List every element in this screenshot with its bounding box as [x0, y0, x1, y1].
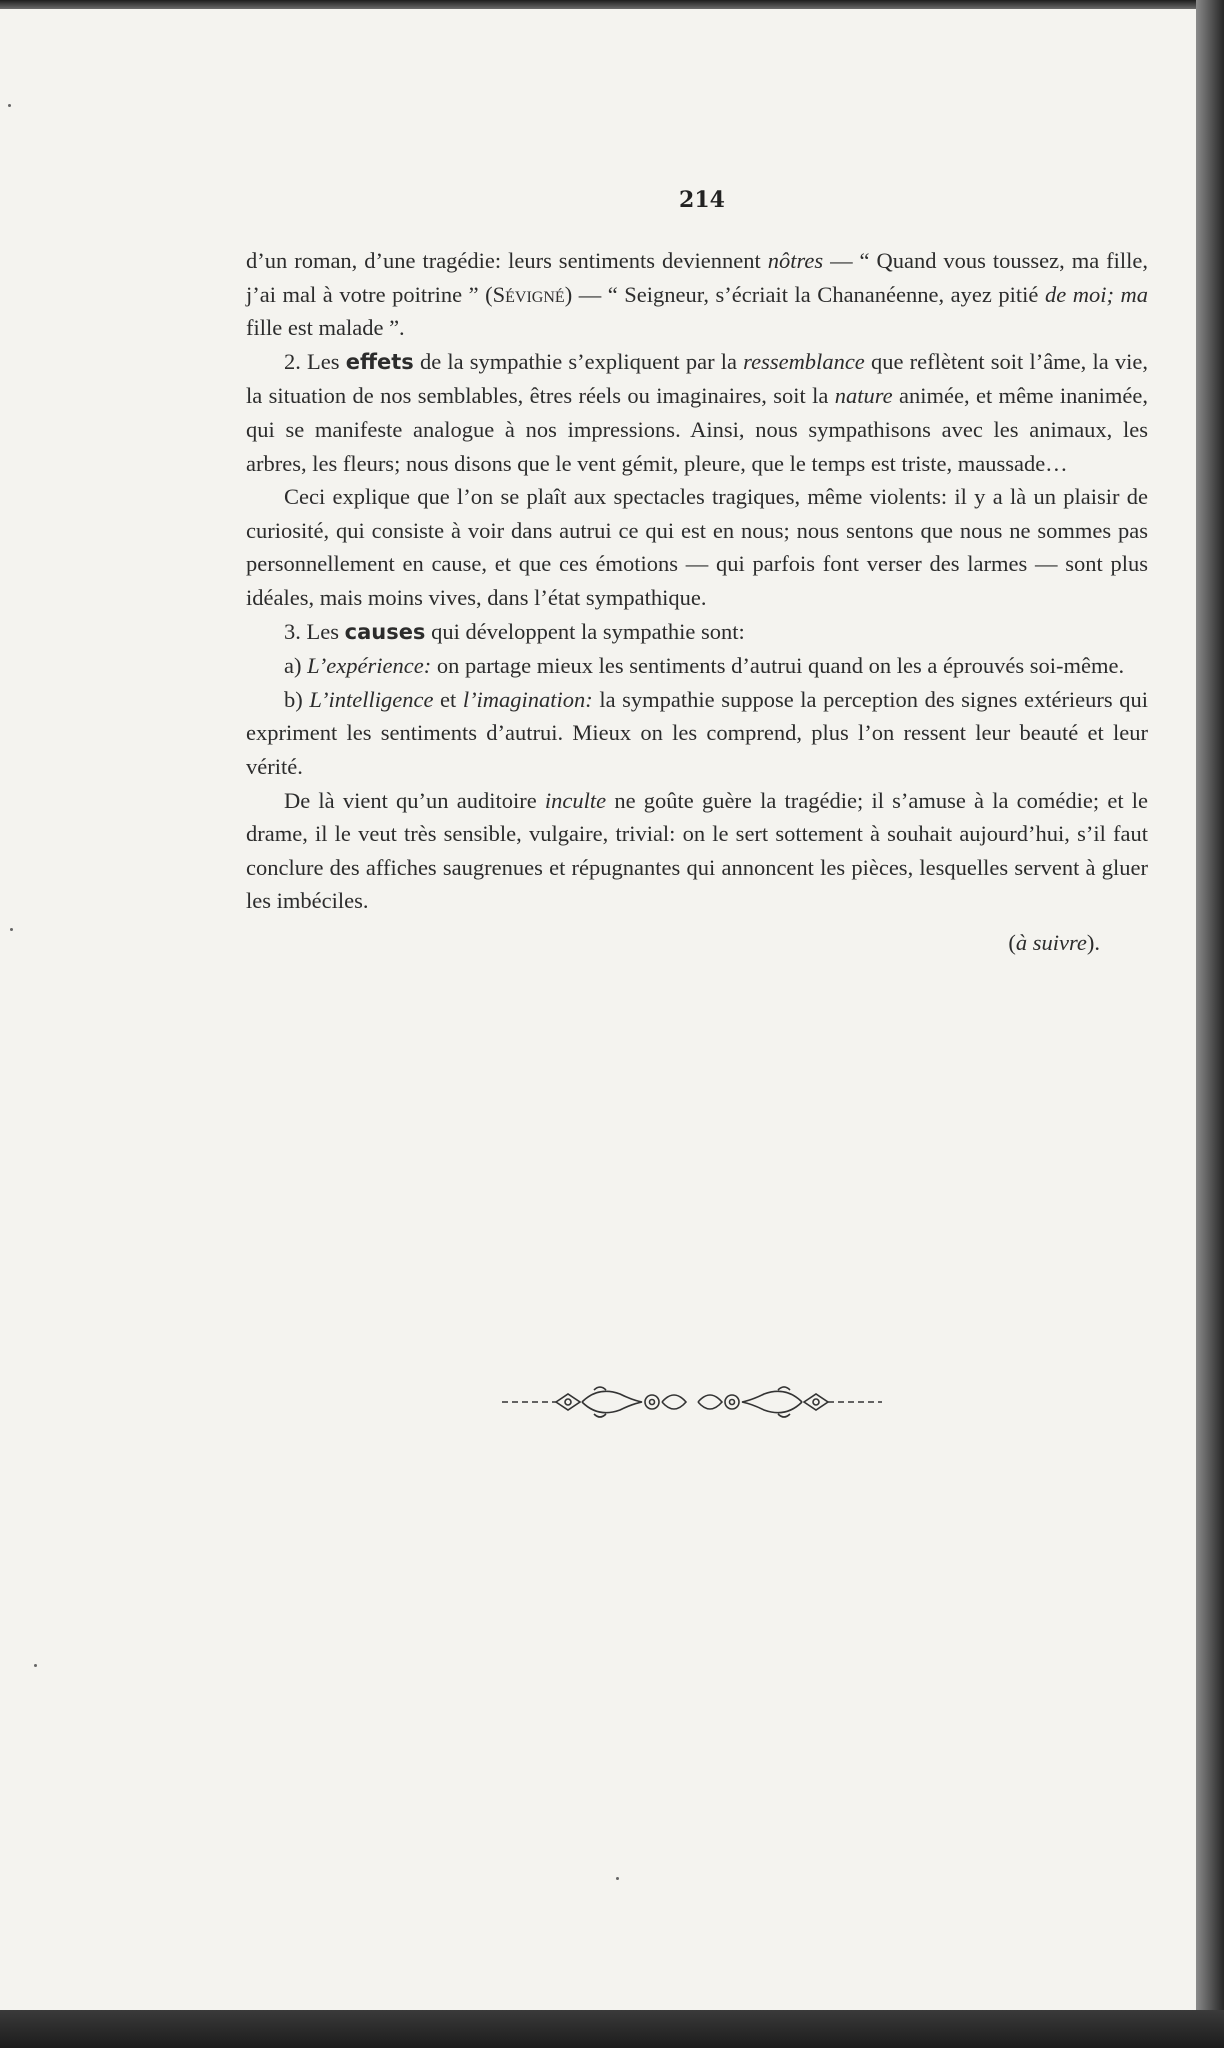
text-run: d’un roman, d’une tragédie: leurs sentiments deviennent	[246, 248, 768, 273]
paper-speck	[10, 928, 13, 931]
closing-part: (	[1008, 929, 1016, 955]
paragraph	[246, 480, 1148, 614]
paper-speck	[8, 104, 11, 107]
text-run: 2. Les	[284, 348, 346, 374]
paper-speck	[616, 1877, 619, 1880]
paper-speck	[34, 1664, 37, 1667]
text-run: ne goûte guère la tragédie; il s’amuse à la comédie; et le drame, il le veut très sensible, vulgaire, trivial: on le sert sottement à souhait aujourd’hui, s’il faut conclure des affiches saugrenues et répugnantes qui annoncent les pièces, lesquelles servent à gluer les imbéciles.	[246, 787, 1148, 914]
closing-part: ).	[1086, 929, 1100, 955]
text-run: — “ Quand vous toussez, ma fille, j’ai mal à votre poitrine ” (	[246, 248, 1148, 307]
to-be-continued	[246, 926, 1148, 960]
text-run: b)	[284, 686, 310, 712]
body-text	[246, 244, 1148, 959]
text-run: la sympathie suppose la perception des signes extérieurs qui expriment les sentiments d’autrui. Mieux on les comprend, plus l’on ressent leur beauté et leur vérité.	[246, 686, 1148, 779]
italic-run: L’intelligence	[309, 686, 434, 712]
scan-right-border	[1196, 0, 1224, 2048]
scan-bottom-border	[0, 2010, 1224, 2048]
paragraph	[246, 244, 1148, 345]
italic-run: de moi; ma	[1044, 281, 1148, 307]
text-run: fille est malade ”.	[246, 315, 405, 341]
paragraph	[246, 345, 1148, 480]
decorative-divider	[502, 1380, 882, 1424]
page-number: 214	[679, 187, 725, 213]
bold-term: effets	[345, 349, 414, 374]
text-run: on partage mieux les sentiments d’autrui quand on les a éprouvés soi-même.	[431, 653, 1125, 679]
italic-run: l’imagination:	[462, 686, 593, 712]
bold-term: causes	[344, 619, 426, 644]
text-run: De là vient qu’un auditoire	[284, 787, 545, 813]
paragraph	[246, 649, 1148, 683]
paragraph	[246, 683, 1148, 784]
text-run: Ceci explique que l’on se plaît aux spectacles tragiques, même violents: il y a là un plaisir de curiosité, qui consiste à voir dans autrui ce qui est en nous; nous sentons que nous ne sommes pas personnellement en cause, et que ces émotions — qui parfois font verser des larmes — sont plus idéales, mais moins vives, dans l’état sympathique.	[246, 484, 1148, 610]
text-run: de la sympathie s’expliquent par la	[413, 348, 744, 374]
paragraph	[246, 615, 1148, 650]
italic-run: nôtres	[767, 248, 824, 273]
text-run: a)	[284, 653, 308, 679]
scan-top-border	[0, 0, 1224, 9]
closing-part: à suivre	[1015, 929, 1087, 955]
text-run: et	[433, 686, 463, 712]
author-name: Sévigné	[492, 281, 565, 307]
text-run: animée, et même inanimée, qui se manifeste analogue à nos impressions. Ainsi, nous sympathisons avec les animaux, les arbres, les fleurs; nous disons que le vent gémit, pleure, que le temps est triste, maussade…	[246, 383, 1148, 476]
text-run: que reflètent soit l’âme, la vie, la situation de nos semblables, êtres réels ou imaginaires, soit la	[246, 348, 1148, 409]
text-run: qui développent la sympathie sont:	[425, 618, 745, 644]
text-run: 3. Les	[284, 618, 345, 644]
italic-run: inculte	[544, 787, 607, 813]
text-run: ) — “ Seigneur, s’écriait la Chananéenne, ayez pitié	[564, 281, 1045, 307]
italic-run: ressemblance	[743, 348, 865, 374]
italic-run: nature	[834, 383, 893, 409]
italic-run: L’expérience:	[307, 653, 432, 679]
paragraph	[246, 784, 1148, 918]
